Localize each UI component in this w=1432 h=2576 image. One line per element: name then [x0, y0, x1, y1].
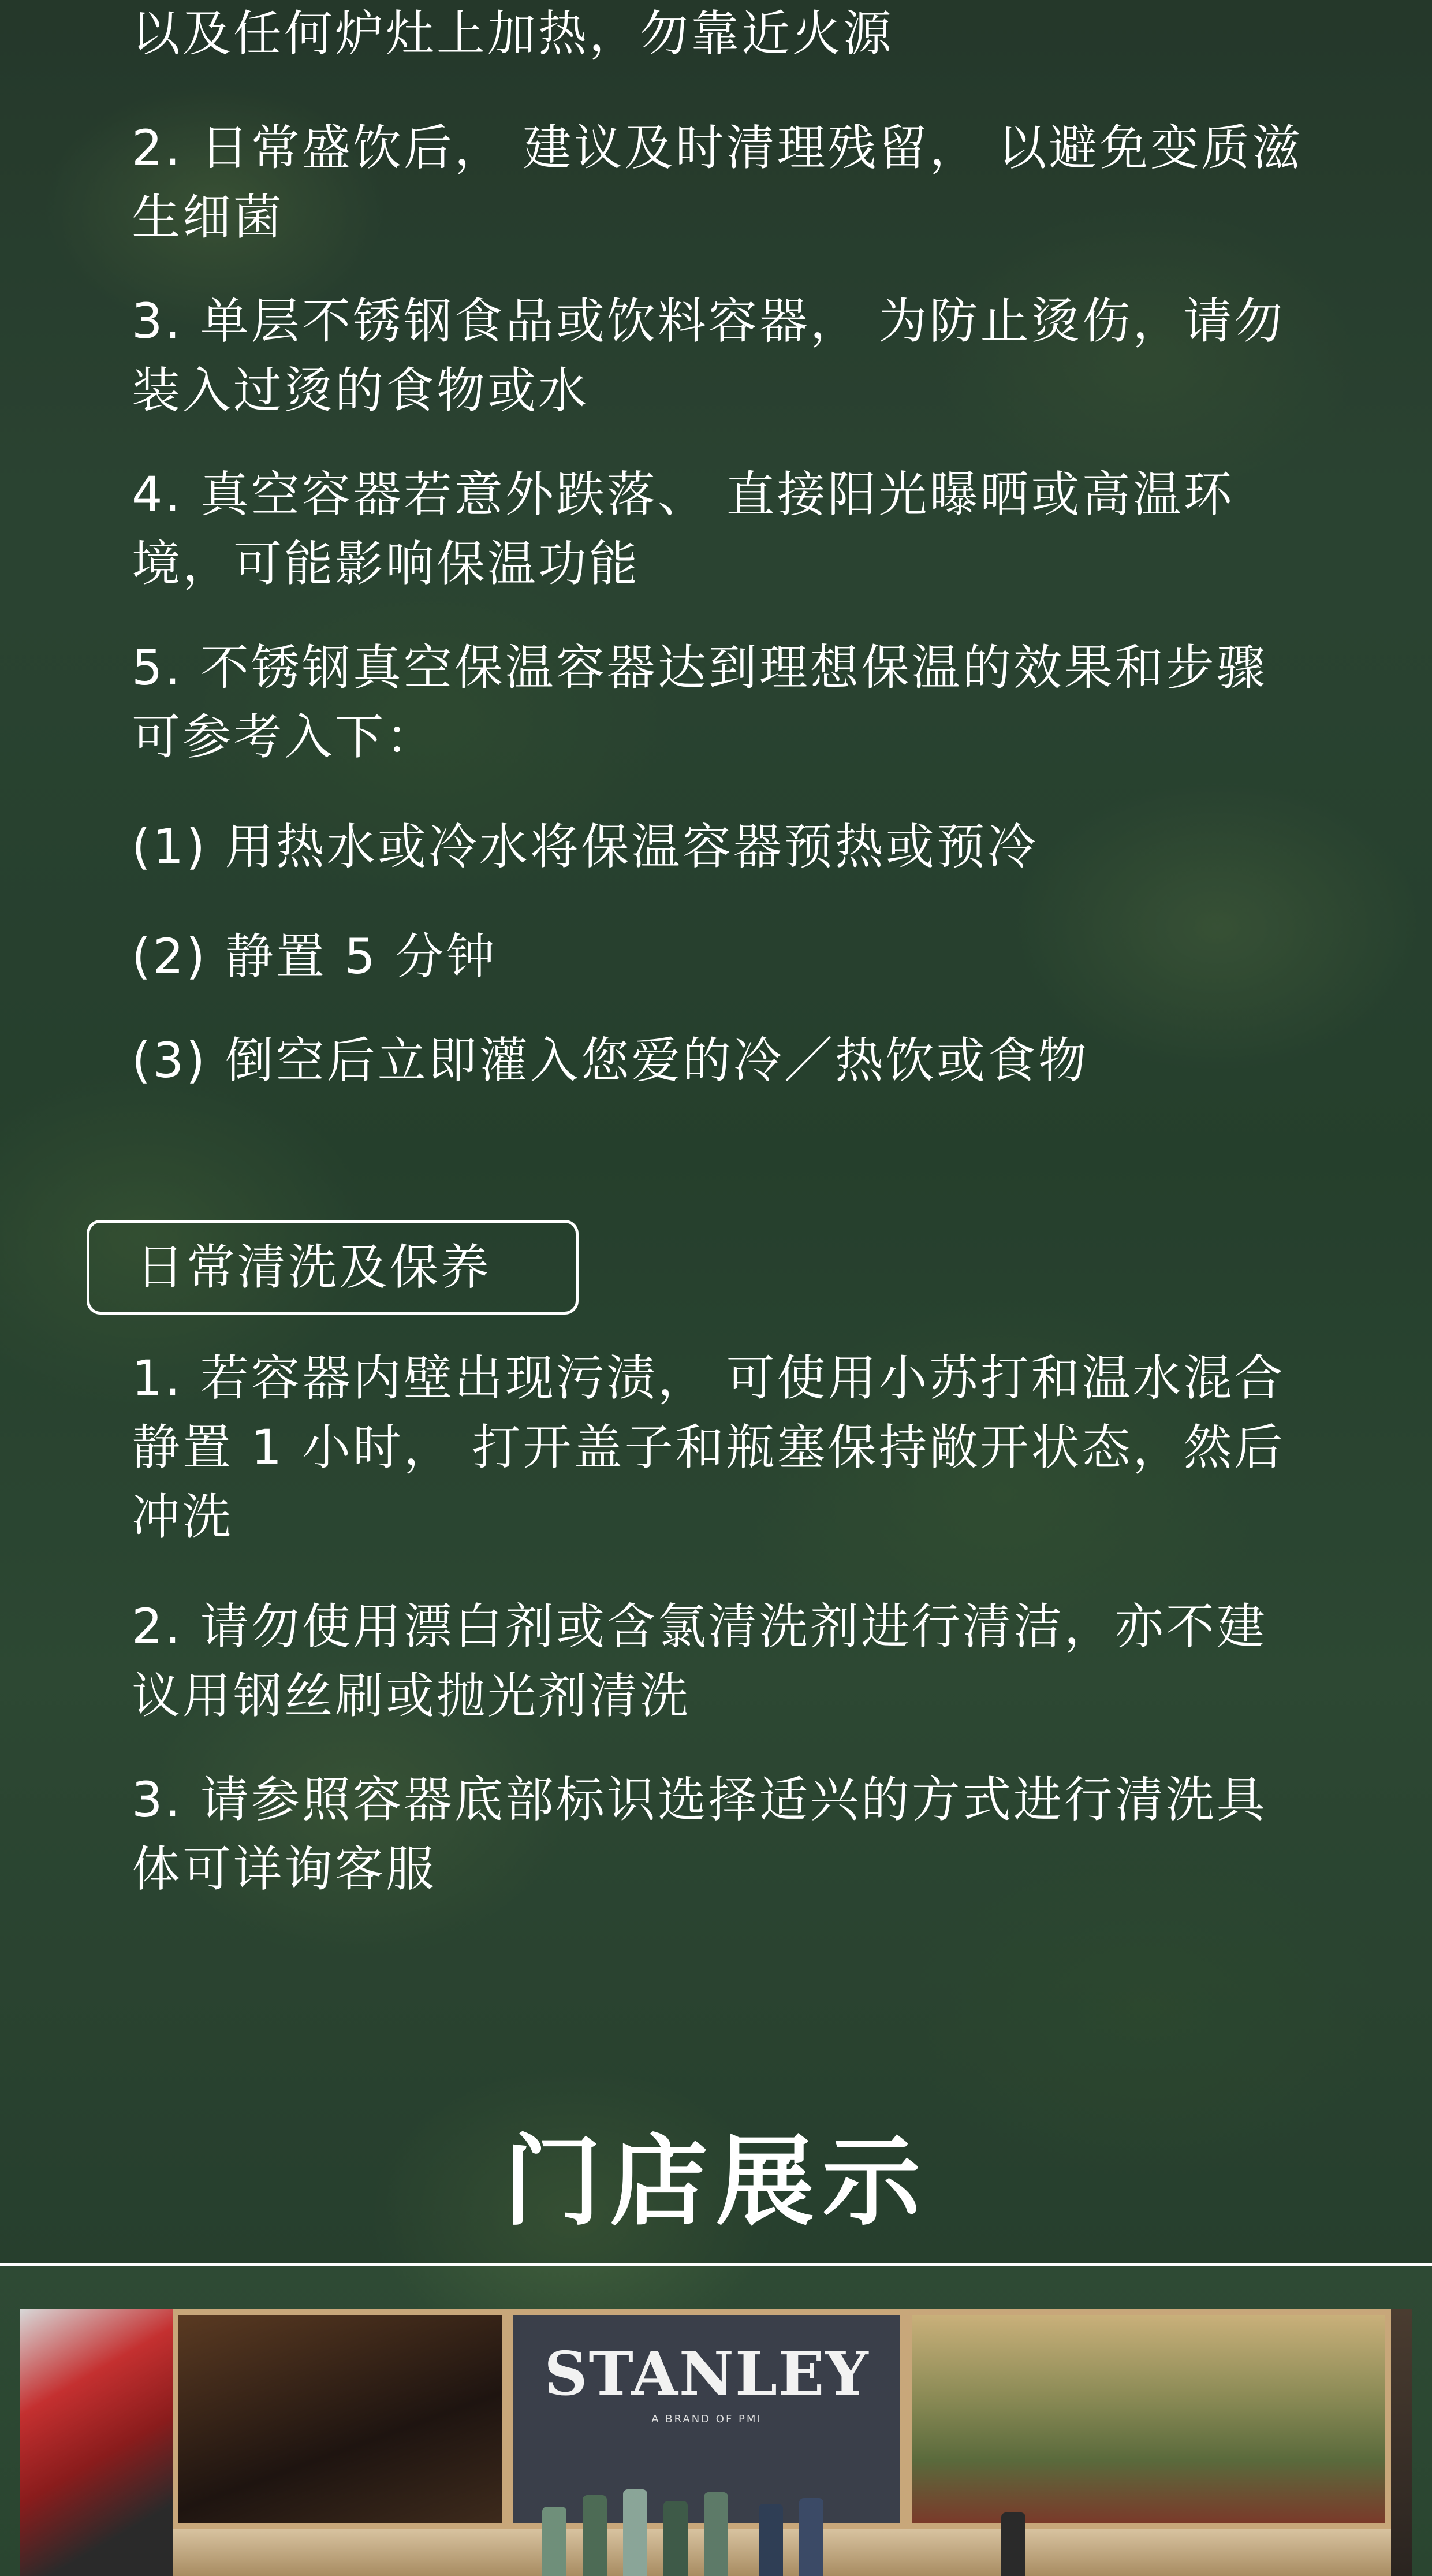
bottle [663, 2501, 688, 2576]
campfire-poster [173, 2309, 508, 2529]
cleaning-section-tag: 日常清洗及保养 [87, 1220, 579, 1315]
section-divider [0, 2263, 1432, 2266]
outdoor-poster [906, 2309, 1391, 2529]
cleaning-item-1: 1. 若容器内壁出现污渍， 可使用小苏打和温水混合静置 1 小时， 打开盖子和瓶塞保持敞开状态，然后冲洗 [132, 1350, 1285, 1545]
bottle [704, 2492, 728, 2576]
care-step-1: (1) 用热水或冷水将保温容器预热或预冷 [132, 818, 1038, 875]
care-step-2: (2) 静置 5 分钟 [132, 928, 497, 985]
store-photo [20, 2309, 1412, 2576]
bottle [799, 2498, 823, 2576]
care-note-item-4: 4. 真空容器若意外跌落、 直接阳光曝晒或高温环境，可能影响保温功能 [132, 466, 1235, 592]
care-note-item-2: 2. 日常盛饮后， 建议及时清理残留， 以避免变质滋生细菌 [132, 120, 1303, 245]
stanley-logo: STANLEY [544, 2338, 870, 2409]
care-note-item-3: 3. 单层不锈钢食品或饮料容器， 为防止烫伤，请勿装入过烫的食物或水 [132, 293, 1285, 419]
care-step-3: (3) 倒空后立即灌入您爱的冷／热饮或食物 [132, 1032, 1089, 1089]
camping-chair-display [20, 2309, 173, 2576]
store-display-heading: 门店展示 [503, 2125, 928, 2239]
cleaning-item-2: 2. 请勿使用漂白剂或含氯清洗剂进行清洁，亦不建议用钢丝刷或抛光剂清洗 [132, 1598, 1267, 1724]
bottle [759, 2504, 783, 2576]
bottle [583, 2495, 607, 2576]
bottle [623, 2489, 647, 2576]
bottle [542, 2507, 566, 2576]
stanley-logo-subtitle: A BRAND OF PMI [651, 2413, 762, 2425]
care-note-line: 以及任何炉灶上加热，勿靠近火源 [132, 5, 894, 62]
cleaning-item-3: 3. 请参照容器底部标识选择适兴的方式进行清洗具体可详询客服 [132, 1771, 1267, 1897]
care-note-item-5: 5. 不锈钢真空保温容器达到理想保温的效果和步骤可参考入下： [132, 639, 1267, 765]
bottle [1001, 2512, 1025, 2576]
